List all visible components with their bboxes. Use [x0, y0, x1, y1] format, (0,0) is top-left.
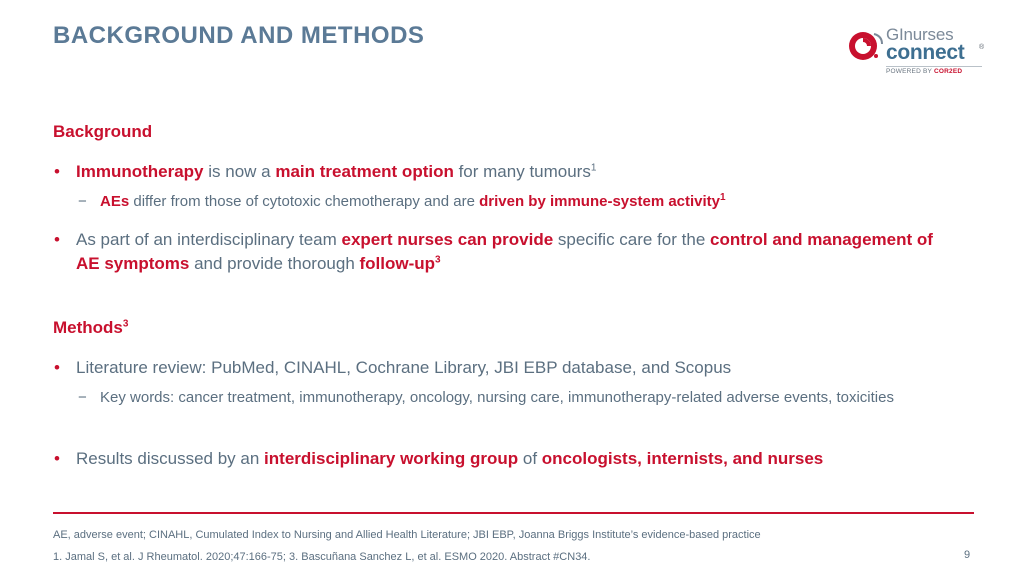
logo-swirl-icon	[846, 28, 886, 62]
footer-divider	[53, 512, 974, 514]
page-number: 9	[964, 549, 971, 561]
footer-abbreviations: AE, adverse event; CINAHL, Cumulated Index to Nursing and Allied Health Literature; JBI EBP, Joanna Briggs Institute’s evidence-based practice	[53, 529, 761, 541]
sub-bullet-dash: −	[78, 193, 87, 210]
bullet-dot: •	[54, 162, 60, 181]
bullet-dot: •	[54, 230, 60, 249]
slide-title: BACKGROUND AND METHODS	[53, 22, 425, 49]
logo-divider	[886, 66, 982, 67]
background-heading: Background	[53, 122, 153, 141]
background-sub-bullet-1: − AEs differ from those of cytotoxic chemotherapy and are driven by immune-system activity$^1$	[78, 191, 918, 213]
logo-wordmark-connect: connect	[886, 41, 965, 64]
methods-heading: Methods$^3$	[53, 318, 129, 337]
bullet-dot: •	[54, 358, 60, 377]
methods-bullet-2: • Results discussed by an interdisciplinary working group of oncologists, internists, and nurses	[54, 447, 954, 471]
sub-bullet-dash: −	[78, 389, 87, 406]
logo-wordmark-top: GInurses	[886, 25, 954, 44]
methods-sub-bullet-1: − Key words: cancer treatment, immunotherapy, oncology, nursing care, immunotherapy-related adverse events, toxicities	[78, 387, 918, 409]
background-bullet-2: • As part of an interdisciplinary team expert nurses can provide specific care for the control and management of AE symptoms and provide thorough follow-$up^3$	[54, 230, 933, 273]
logo-registered-mark: ®	[979, 44, 985, 51]
gi-nurses-connect-logo	[846, 24, 986, 82]
footer-references: 1. Jamal S, et al. J Rheumatol. 2020;47:166-75; 3. Bascuñana Sanchez L, et al. ESMO 2020. Abstract #CN34.	[53, 551, 591, 563]
methods-bullet-1: • Literature review: PubMed, CINAHL, Cochrane Library, JBI EBP database, and Scopus	[54, 356, 954, 380]
logo-powered-by: POWERED BY COR2ED	[886, 68, 963, 75]
bullet-dot: •	[54, 449, 60, 468]
background-bullet-1: • Immunotherapy is now a main treatment option for many tumours$^1$	[54, 160, 954, 184]
